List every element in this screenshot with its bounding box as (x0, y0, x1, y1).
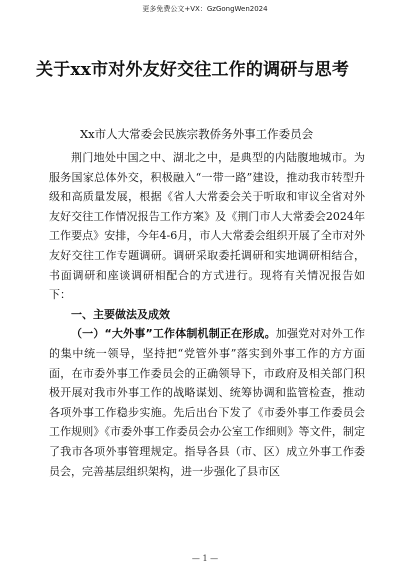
author-line: Xx市人大常委会民族宗教侨务外事工作委员会 (80, 127, 314, 141)
document-title: 关于xx市对外友好交往工作的调研与思考 (36, 60, 350, 80)
section-heading: 一、主要做法及成效 (71, 307, 170, 321)
header-watermark: 更多免费公文+VX：GzGongWen2024 (142, 5, 268, 13)
paragraph-subsection-1 (49, 324, 365, 481)
page-number: — 1 — (191, 554, 219, 563)
paragraph-intro: 荆门地处中国之中、湖北之中，是典型的内陆腹地城市。为服务国家总体外交，积极融入“一带一路”建设，推动我市转型升级和高质量发展，根据《省人大常委会关于听取和审议全省对外友好交往工作情况报告工作方案》及《荆门市人大常委会2024年工作要点》安排，今年4-6月，市人大常委会组织开展了全市对外友好交往工作专题调研。调研采取委托调研和实地调研相结合，书面调研和座谈调研相配合的方式进行。现将有关情况报告如下： (49, 151, 365, 302)
subsection-text: 加强党对对外工作的集中统一领导，坚持把“党管外事”落实到外事工作的方方面面，在市委外事工作委员会的正确领导下，市政府及相关部门积极开展对我市外事工作的战略谋划、统筹协调和监管检查，推动各项外事工作稳步实施。先后出台下发了《市委外事工作委员会工作规则》《市委外事工作委员会办公室工作细则》等文件，制定了我市各项外事管理规定。指导各县（市、区）成立外事工作委员会，完善基层组织架构，进一步强化了县市区 (49, 327, 366, 478)
document-body (49, 148, 365, 481)
subsection-lead: （一）“大外事”工作体制机制正在形成。 (71, 327, 276, 341)
